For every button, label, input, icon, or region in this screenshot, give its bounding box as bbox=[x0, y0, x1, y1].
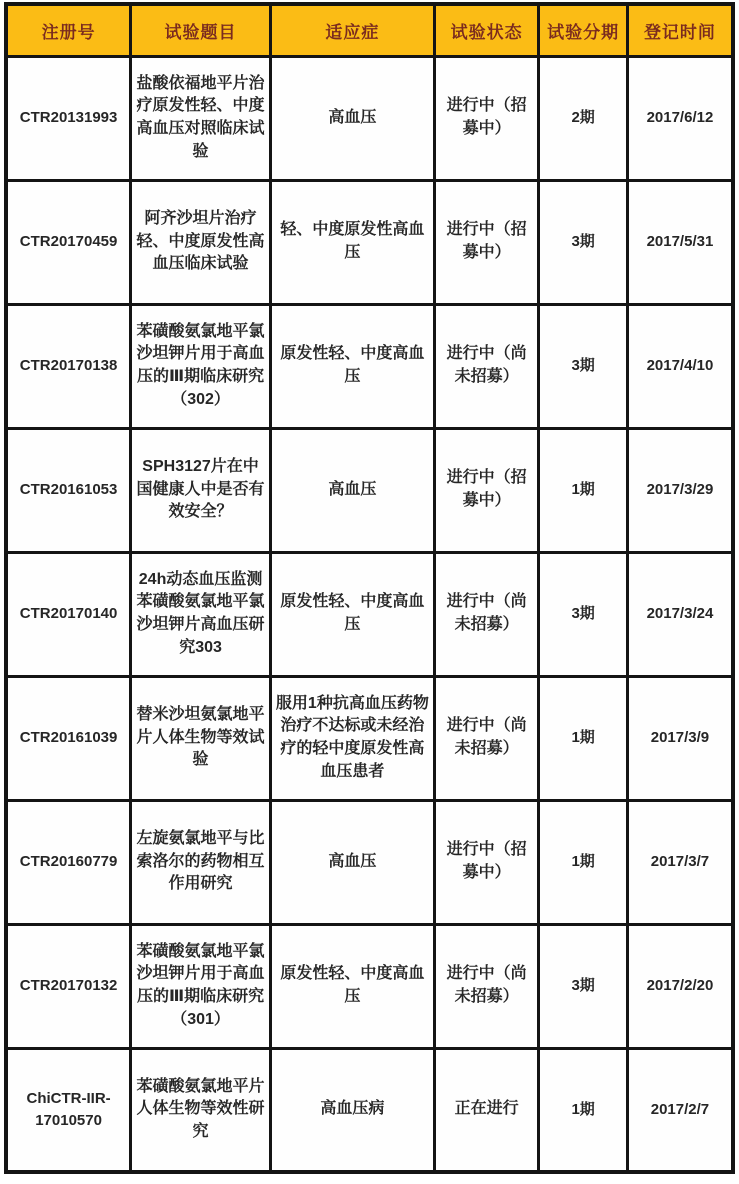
table-row bbox=[6, 304, 733, 428]
header-row bbox=[6, 4, 733, 56]
table-row bbox=[6, 1048, 733, 1172]
cell-reg-no: ChiCTR-IIR-17010570 bbox=[6, 1048, 131, 1172]
cell-status: 进行中（尚未招募） bbox=[434, 924, 539, 1048]
cell-title: 苯磺酸氨氯地平氯沙坦钾片用于高血压的Ⅲ期临床研究（302） bbox=[131, 304, 271, 428]
cell-reg-no: CTR20170140 bbox=[6, 552, 131, 676]
table-row bbox=[6, 924, 733, 1048]
cell-phase: 1期 bbox=[539, 1048, 627, 1172]
cell-title: 阿齐沙坦片治疗轻、中度原发性高血压临床试验 bbox=[131, 180, 271, 304]
cell-indication: 高血压病 bbox=[270, 1048, 434, 1172]
cell-phase: 1期 bbox=[539, 428, 627, 552]
cell-date: 2017/5/31 bbox=[627, 180, 733, 304]
cell-status: 进行中（尚未招募） bbox=[434, 552, 539, 676]
cell-reg-no: CTR20161053 bbox=[6, 428, 131, 552]
cell-reg-no: CTR20131993 bbox=[6, 56, 131, 180]
cell-phase: 2期 bbox=[539, 56, 627, 180]
cell-reg-no: CTR20161039 bbox=[6, 676, 131, 800]
cell-phase: 3期 bbox=[539, 924, 627, 1048]
table-row bbox=[6, 676, 733, 800]
table-row bbox=[6, 428, 733, 552]
cell-date: 2017/3/7 bbox=[627, 800, 733, 924]
cell-status: 正在进行 bbox=[434, 1048, 539, 1172]
clinical-trials-table bbox=[4, 2, 735, 1174]
cell-reg-no: CTR20160779 bbox=[6, 800, 131, 924]
cell-phase: 3期 bbox=[539, 552, 627, 676]
cell-title: 左旋氨氯地平与比索洛尔的药物相互作用研究 bbox=[131, 800, 271, 924]
cell-status: 进行中（招募中） bbox=[434, 56, 539, 180]
cell-phase: 1期 bbox=[539, 800, 627, 924]
cell-indication: 原发性轻、中度高血压 bbox=[270, 924, 434, 1048]
column-header-date: 登记时间 bbox=[627, 4, 733, 56]
cell-date: 2017/2/7 bbox=[627, 1048, 733, 1172]
cell-date: 2017/2/20 bbox=[627, 924, 733, 1048]
cell-title: SPH3127片在中国健康人中是否有效安全？ bbox=[131, 428, 271, 552]
cell-date: 2017/4/10 bbox=[627, 304, 733, 428]
cell-phase: 1期 bbox=[539, 676, 627, 800]
table-row bbox=[6, 552, 733, 676]
cell-title: 苯磺酸氨氯地平氯沙坦钾片用于高血压的Ⅲ期临床研究（301） bbox=[131, 924, 271, 1048]
cell-indication: 原发性轻、中度高血压 bbox=[270, 552, 434, 676]
cell-title: 盐酸依福地平片治疗原发性轻、中度高血压对照临床试验 bbox=[131, 56, 271, 180]
cell-indication: 高血压 bbox=[270, 428, 434, 552]
cell-indication: 服用1种抗高血压药物治疗不达标或未经治疗的轻中度原发性高血压患者 bbox=[270, 676, 434, 800]
column-header-indication: 适应症 bbox=[270, 4, 434, 56]
cell-indication: 高血压 bbox=[270, 800, 434, 924]
cell-status: 进行中（招募中） bbox=[434, 800, 539, 924]
cell-date: 2017/3/29 bbox=[627, 428, 733, 552]
cell-date: 2017/3/24 bbox=[627, 552, 733, 676]
cell-indication: 高血压 bbox=[270, 56, 434, 180]
cell-status: 进行中（尚未招募） bbox=[434, 304, 539, 428]
cell-date: 2017/6/12 bbox=[627, 56, 733, 180]
cell-status: 进行中（尚未招募） bbox=[434, 676, 539, 800]
cell-reg-no: CTR20170459 bbox=[6, 180, 131, 304]
cell-status: 进行中（招募中） bbox=[434, 428, 539, 552]
cell-title: 苯磺酸氨氯地平片人体生物等效性研究 bbox=[131, 1048, 271, 1172]
cell-indication: 原发性轻、中度高血压 bbox=[270, 304, 434, 428]
cell-reg-no: CTR20170132 bbox=[6, 924, 131, 1048]
column-header-phase: 试验分期 bbox=[539, 4, 627, 56]
column-header-title: 试验题目 bbox=[131, 4, 271, 56]
cell-phase: 3期 bbox=[539, 180, 627, 304]
cell-reg-no: CTR20170138 bbox=[6, 304, 131, 428]
cell-indication: 轻、中度原发性高血压 bbox=[270, 180, 434, 304]
cell-status: 进行中（招募中） bbox=[434, 180, 539, 304]
column-header-status: 试验状态 bbox=[434, 4, 539, 56]
cell-phase: 3期 bbox=[539, 304, 627, 428]
table-row bbox=[6, 800, 733, 924]
column-header-reg-no: 注册号 bbox=[6, 4, 131, 56]
cell-date: 2017/3/9 bbox=[627, 676, 733, 800]
table-row bbox=[6, 180, 733, 304]
table-row bbox=[6, 56, 733, 180]
cell-title: 24h动态血压监测苯磺酸氨氯地平氯沙坦钾片高血压研究303 bbox=[131, 552, 271, 676]
cell-title: 替米沙坦氨氯地平片人体生物等效试验 bbox=[131, 676, 271, 800]
